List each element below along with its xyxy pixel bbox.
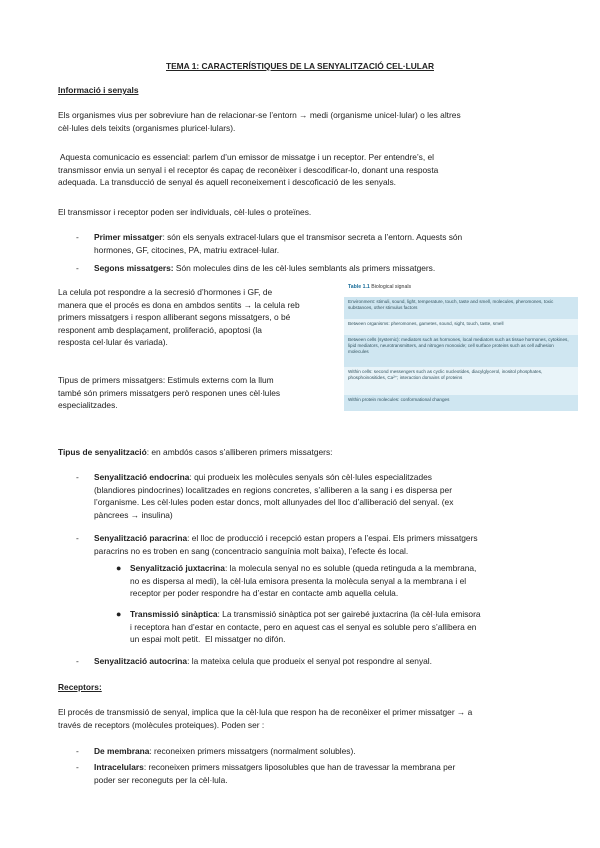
bold-term: Intracelulars — [94, 762, 144, 772]
bold-term: Transmissió sinàptica — [130, 609, 218, 619]
bullet-text: Són molecules dins de les cèl·lules semblants als primers missatgers. — [173, 263, 436, 273]
bold-term: Primer missatger — [94, 232, 163, 242]
bullet-text: : qui produeix les molècules senyals són cèl·lules especialitzades — [189, 472, 432, 482]
bold-term: Tipus de senyalització — [58, 447, 147, 457]
paragraph-tipus-primers — [58, 374, 338, 412]
paragraph-resposta — [58, 286, 338, 349]
bullet-text: : la molecula senyal no es soluble (queda retinguda a la membrana, — [224, 563, 477, 573]
bold-term: Senyalització autocrina — [94, 656, 188, 666]
bullet-dash: - — [76, 533, 79, 543]
bullet-text: receptor per poder respondre ha d’estar en contacte amb aquella celula. — [130, 588, 399, 599]
bullet-text: : són els senyals extracel·lulars que el transmisor secreta a l’entorn. Aquests són — [162, 232, 463, 242]
text-line: especialitzades. — [58, 400, 118, 411]
bullet-text: no es dispersa al medi), la cèl·lula emisora presenta la molècula senyal a la membrana i el — [130, 575, 467, 586]
bullet-dash: - — [76, 656, 79, 666]
text-line: Tipus de primers missatgers: Estimuls externs com la llum — [58, 375, 274, 385]
paragraph-tipus-senyalitzacio — [58, 446, 544, 459]
bold-term: Segons missatgers: — [94, 263, 174, 273]
bullet-text: (blandiores pindocrines) localitzades en regions concretes, s’alliberen a la sang i es dispersa per — [94, 484, 452, 495]
text-line: Els organismes vius per sobreviure han de relacionar-se l’entorn → medi (organisme unicel·lular) o les altres — [58, 110, 461, 120]
section-heading-receptors — [58, 681, 102, 694]
bullet-text: : reconeixen primers missatgers (normalment solubles). — [149, 746, 356, 756]
bullet-dash: - — [76, 263, 79, 273]
text-line: cèl·lules dels teixits (organismes pluricel·lulars). — [58, 122, 236, 133]
bold-term: Senyalització juxtacrina — [130, 563, 225, 573]
table-title: Biological signals — [371, 284, 412, 290]
text-line: Aquesta comunicacio es essencial: parlem d’un emissor de missatge i un receptor. Per entendre’s, el — [58, 152, 434, 162]
paragraph-organismes — [58, 109, 544, 134]
bullet-text: pàncrees → insulina) — [94, 509, 173, 520]
table-row: Within protein molecules: conformational changes — [344, 395, 578, 411]
bullet-text: : La transmissió sinàptica pot ser gairebé juxtacrina (la cèl·lula emisora — [217, 609, 481, 619]
text-line: també són primers missatgers però responen unes cèl·lules — [58, 387, 281, 398]
bullet-text: hormones, GF, citocines, PA, matriu extracel·lular. — [94, 244, 280, 255]
bullet-text: : la mateixa celula que produeix el senyal pot respondre al senyal. — [187, 656, 432, 666]
bullet-dash: - — [76, 746, 79, 756]
page-title: TEMA 1: CARACTERÍSTIQUES DE LA SENYALITZACIÓ CEL·LULAR — [165, 61, 434, 71]
bullet-text: : el lloc de producció i recepció estan propers a l’espai. Els primers missatgers — [187, 533, 478, 543]
biological-signals-table — [344, 283, 578, 429]
table-caption — [348, 283, 411, 291]
bold-term: Senyalització paracrina — [94, 533, 188, 543]
bullet-text: l’organisme. Les cèl·lules poden estar doncs, molt allunyades del lloc d’alliberació del senyal. (ex — [94, 497, 454, 508]
bold-term: De membrana — [94, 746, 150, 756]
text-line: El procés de transmissió de senyal, implica que la cèl·lula que respon ha de reconèixer el primer missatger → a — [58, 707, 473, 717]
text-line: resposta cel·lular és variada). — [58, 337, 168, 348]
text-line: : en ambdós casos s’alliberen primers missatgers: — [146, 447, 333, 457]
paragraph-receptors — [58, 706, 544, 731]
text-line: responent amb desplaçament, proliferació, apoptosi (la — [58, 324, 262, 335]
table-row: Between organisms: pheromones, gametes, sound, sight, touch, taste, smell — [344, 319, 578, 335]
text-line: adequada. La transducció de senyal és aquell reconeixement i descoficació de les senyals. — [58, 177, 397, 188]
table-row: Within cells: second messengers such as cyclic nucleotides, diacylglycerol, inositol phosphates, phosphoinositides, Ca²⁺; interaction domains of proteins — [344, 367, 578, 395]
bold-term: Senyalització endocrina — [94, 472, 190, 482]
bullet-text: : reconeixen primers missatgers liposolubles que han de travessar la membrana per — [143, 762, 456, 772]
bullet-dot: ● — [116, 563, 122, 573]
text-line: través de receptors (molècules proteiques). Poden ser : — [58, 719, 265, 730]
bullet-dash: - — [76, 232, 79, 242]
bullet-text: un espai molt petit. El missatger no difón. — [130, 634, 286, 645]
heading-colon: : — [98, 682, 102, 692]
text-line: primers missatgers i respon alliberant segons missatgers, o bé — [58, 312, 291, 323]
table-row: Environment: stimuli, sound, light, temperature, touch, taste and smell, molecules, pheromones, toxic substances, other stimulus factors — [344, 297, 578, 319]
bullet-text: paracrins no es troben en sang (concentracio sanguínia molt baixa), l’efecte és local. — [94, 545, 409, 556]
text-line: manera que el procés es dona en ambdos sentits → la celula reb — [58, 299, 300, 310]
table-number: Table 1.1 — [348, 284, 370, 290]
heading-text: Receptors — [58, 682, 99, 692]
paragraph-comunicacio — [58, 151, 544, 189]
bullet-text: i receptora han d’estar en contacte, pero en aquest cas el senyal es soluble pero s’allibera en — [130, 621, 477, 632]
bullet-dot: ● — [116, 609, 122, 619]
text-line: La celula pot respondre a la secresió d’hormones i GF, de — [58, 287, 273, 297]
section-heading-informacio: Informació i senyals — [58, 85, 139, 95]
text-line: transmissor envia un senyal i el receptor és capaç de reconèixer i descodificar-lo, donant una resposta — [58, 164, 439, 175]
bullet-text: poder ser reconeguts per la cèl·lula. — [94, 774, 228, 785]
paragraph-transmissor: El transmissor i receptor poden ser individuals, cèl·lules o proteïnes. — [58, 207, 312, 217]
table-row: Between cells (systemic): mediators such as hormones, local mediators such as tissue hormones, cytokines, lipid mediators, neurotransmitters, and nitrogen monoxide; cell surface proteins such as cell adhesion molecules — [344, 335, 578, 367]
bullet-dash: - — [76, 472, 79, 482]
bullet-dash: - — [76, 762, 79, 772]
